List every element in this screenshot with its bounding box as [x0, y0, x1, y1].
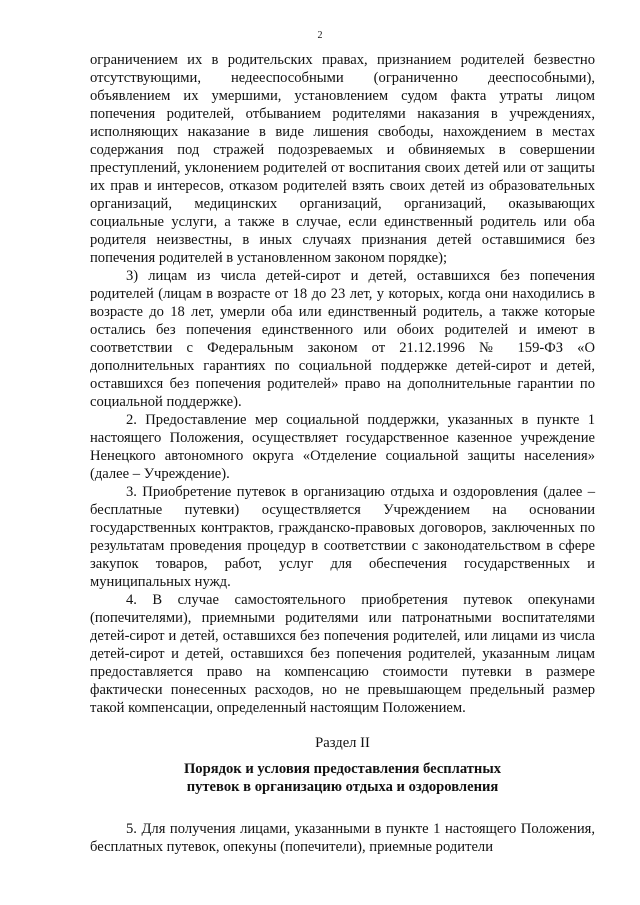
page-number: 2 — [317, 30, 323, 41]
section-title-line-1: Порядок и условия предоставления бесплатных — [183, 761, 502, 777]
section-number: Раздел II — [315, 735, 370, 751]
paragraph-clause-2: 2. Предоставление мер социальной поддержки, указанных в пункте 1 настоящего Положения, осуществляет государственное казенное учреждение Ненецкого автономного округа «Отделение социальной защиты населения» (далее – Учреждение). — [90, 412, 595, 482]
document-body — [90, 51, 595, 856]
paragraph-continuation: ограничением их в родительских правах, признанием родителей безвестно отсутствующими, недееспособными (ограниченно дееспособными), объявлением их умершими, установлением судом факта утраты лицом попечения родителей, отбыванием родителями наказания в учреждениях, исполняющих наказание в виде лишения свободы, нахождением в местах содержания под стражей подозреваемых и обвиняемых в совершении преступлений, уклонением родителей от воспитания своих детей или от защиты их прав и интересов, отказом родителей взять своих детей из образовательных организаций, медицинских организаций, организаций, оказывающих социальные услуги, а также в случае, если единственный родитель или оба родителя неизвестны, в иных случаях признания детей оставшимися без попечения родителей в установленном законом порядке); — [90, 52, 595, 266]
section-title-line-2: путевок в организацию отдыха и оздоровления — [186, 779, 499, 795]
section-heading — [90, 734, 595, 796]
paragraph-item-3: 3) лицам из числа детей-сирот и детей, оставшихся без попечения родителей (лицам в возрасте от 18 до 23 лет, у которых, когда они находились в возрасте до 18 лет, умерли оба или единственный родитель, а также которые остались без попечения единственного или обоих родителей и имеют в соответствии с Федеральным законом от 21.12.1996 № 159-ФЗ «О дополнительных гарантиях по социальной поддержке детей-сирот и детей, оставшихся без попечения родителей» право на дополнительные гарантии по социальной поддержке). — [90, 268, 595, 410]
paragraph-clause-4: 4. В случае самостоятельного приобретения путевок опекунами (попечителями), приемными родителями или патронатными воспитателями детей-сирот и детей, оставшихся без попечения родителей, или лицами из числа детей-сирот и детей, оставшихся без попечения родителей, указанным лицам предоставляется право на компенсацию стоимости путевки в размере фактически понесенных расходов, но не превышающем предельный размер такой компенсации, определенный настоящим Положением. — [90, 592, 595, 716]
paragraph-clause-3: 3. Приобретение путевок в организацию отдыха и оздоровления (далее – бесплатные путевки) осуществляется Учреждением на основании государственных контрактов, гражданско-правовых договоров, заключенных по результатам проведения процедур в соответствии с законодательством в сфере закупок товаров, работ, услуг для обеспечения государственных и муниципальных нужд. — [90, 484, 595, 590]
paragraph-clause-5: 5. Для получения лицами, указанными в пункте 1 настоящего Положения, бесплатных путевок, опекуны (попечители), приемные родители — [90, 821, 595, 855]
